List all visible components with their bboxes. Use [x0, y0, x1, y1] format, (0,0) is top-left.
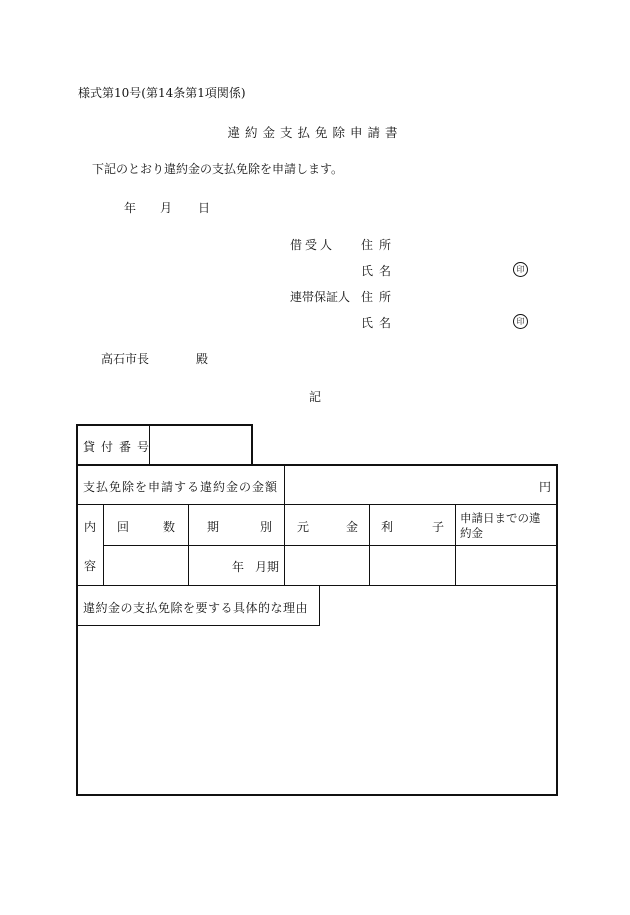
col-times-b: 数	[163, 520, 176, 534]
table-line	[319, 586, 320, 626]
col-penalty-line2: 約金	[460, 526, 483, 540]
table-line	[77, 625, 320, 626]
col-interest-a: 利	[381, 520, 394, 534]
date-month-label: 月	[160, 201, 173, 215]
date-year-label: 年	[124, 201, 137, 215]
col-principal-a: 元	[297, 520, 310, 534]
col-penalty-line1: 申請日までの違	[460, 511, 541, 525]
interest-field[interactable]	[371, 546, 454, 584]
date-day-label: 日	[198, 201, 211, 215]
col-interest-b: 子	[432, 520, 445, 534]
col-times-a: 回	[117, 520, 130, 534]
guarantor-label: 連帯保証人	[290, 290, 351, 304]
amount-field[interactable]	[286, 466, 554, 504]
contents-label-2: 容	[84, 559, 97, 573]
period-month-term-label: 月期	[255, 560, 280, 574]
reason-label: 違約金の支払免除を要する具体的な理由	[83, 601, 309, 615]
ki-heading: 記	[308, 390, 321, 404]
addressee-mayor: 高石市長	[101, 352, 150, 366]
table-line	[77, 585, 557, 586]
table-line	[76, 794, 558, 796]
document-title: 違約金支払免除申請書	[227, 125, 403, 140]
col-principal-b: 金	[346, 520, 359, 534]
col-period-b: 別	[260, 520, 273, 534]
table-line	[251, 424, 253, 465]
col-period-a: 期	[207, 520, 220, 534]
borrower-name-label: 氏名	[361, 264, 398, 278]
period-year-label: 年	[232, 560, 245, 574]
reason-field[interactable]	[79, 627, 555, 793]
loan-number-field[interactable]	[151, 426, 250, 464]
contents-label-1: 内	[84, 520, 97, 534]
table-line	[556, 464, 558, 796]
borrower-label: 借受人	[290, 238, 336, 252]
table-line	[77, 504, 557, 505]
addressee-honorific: 殿	[196, 352, 209, 366]
form-number: 様式第10号(第14条第1項関係)	[78, 86, 246, 100]
guarantor-name-label: 氏名	[361, 316, 398, 330]
times-field[interactable]	[105, 546, 187, 584]
loan-number-label-text: 貸付番号	[83, 440, 156, 454]
guarantor-seal-mark: 印	[513, 314, 528, 329]
principal-field[interactable]	[286, 546, 368, 584]
intro-text: 下記のとおり違約金の支払免除を申請します。	[92, 162, 344, 176]
guarantor-address-label: 住所	[361, 290, 398, 304]
loan-number-label	[83, 438, 156, 455]
borrower-address-label: 住所	[361, 238, 398, 252]
amount-label: 支払免除を申請する違約金の金額	[83, 480, 279, 494]
table-line	[284, 465, 285, 505]
penalty-field[interactable]	[457, 546, 555, 584]
borrower-seal-mark: 印	[513, 262, 528, 277]
yen-unit: 円	[539, 480, 552, 494]
table-line	[76, 424, 78, 796]
